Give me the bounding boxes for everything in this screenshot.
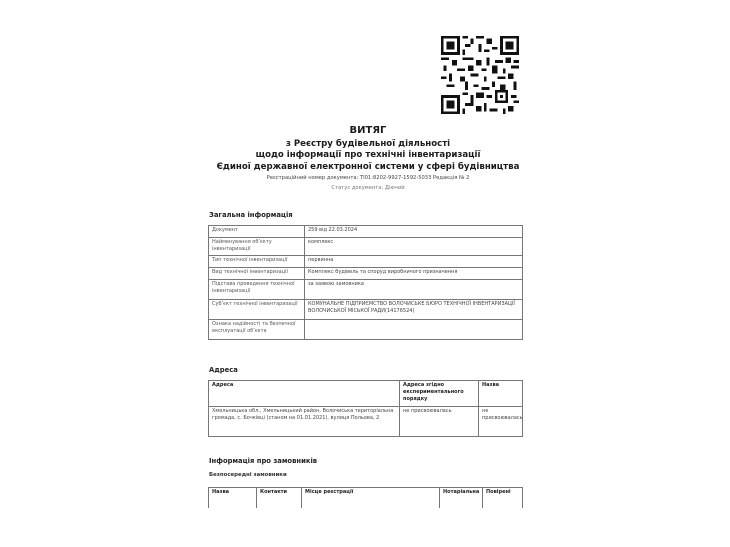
table-row	[209, 256, 523, 268]
table-header-row	[209, 488, 523, 508]
name-cell: не присвоювалась	[479, 407, 523, 437]
column-header: Місце реєстрації	[302, 488, 440, 508]
column-header: Адреса	[209, 381, 400, 407]
table-row	[209, 407, 523, 437]
general-info-table	[208, 225, 523, 340]
row-value: 259 від 22.03.2024	[305, 226, 523, 238]
column-header: Нотаріальна	[440, 488, 483, 508]
registration-number: Реєстраційний номер документа: ТІ01:8202-9927-1592-5033 Редакція № 2	[266, 175, 470, 181]
column-header: Назва	[209, 488, 257, 508]
column-header: Повірені	[483, 488, 523, 508]
document-status: Статус документа: Діючий	[331, 185, 405, 191]
experimental-address-cell: не присвоювалась	[400, 407, 479, 437]
table-row	[209, 268, 523, 280]
row-label: Найменування об’єкту інвентаризації	[209, 238, 305, 256]
column-header: Назва	[479, 381, 523, 407]
row-value: Комплекс будівель та споруд виробничого призначення	[305, 268, 523, 280]
row-label: Тип технічної інвентаризації	[209, 256, 305, 268]
table-row	[209, 280, 523, 300]
clients-table	[208, 487, 523, 508]
general-info-heading: Загальна інформація	[209, 211, 293, 219]
table-row	[209, 238, 523, 256]
row-value	[305, 320, 523, 340]
row-value: за заявою замовника	[305, 280, 523, 300]
row-label: Вид технічної інвентаризації	[209, 268, 305, 280]
document-title: ВИТЯГ	[349, 125, 387, 136]
address-table	[208, 380, 523, 437]
table-row	[209, 226, 523, 238]
address-heading: Адреса	[209, 366, 238, 374]
row-value: КОМУНАЛЬНЕ ПІДПРИЄМСТВО ВОЛОЧИСЬКЕ БЮРО ТЕХНІЧНОЇ ІНВЕНТАРИЗАЦІЇ ВОЛОЧИСЬКОЇ МІСЬКОЇ РАДИ(14176524)	[305, 300, 523, 320]
title-line-registry: з Реєстру будівельної діяльності	[285, 139, 451, 149]
title-line-inventory: щодо інформації про технічні інвентаризації	[255, 150, 481, 160]
table-row	[209, 300, 523, 320]
qr-code	[441, 36, 519, 114]
table-row	[209, 320, 523, 340]
column-header: Контакти	[257, 488, 302, 508]
row-value: комплекс	[305, 238, 523, 256]
row-label: Підстава проведення технічної інвентаризації	[209, 280, 305, 300]
row-label: Суб’єкт технічної інвентаризації	[209, 300, 305, 320]
clients-heading: Інформація про замовників	[209, 457, 318, 465]
row-label: Ознака надійності та безпечної експлуатації об’єкта	[209, 320, 305, 340]
row-value: первинна	[305, 256, 523, 268]
row-label: Документ	[209, 226, 305, 238]
column-header: Адреса згідно експериментального порядку	[400, 381, 479, 407]
address-cell: Хмельницька обл., Хмельницький район, Волочиська територіальна громада, с. Бочківці (станом на 01.01.2021), вулиця Польова, 2	[209, 407, 400, 437]
table-header-row	[209, 381, 523, 407]
title-line-system: Єдиної державної електронної системи у сфері будівництва	[216, 162, 520, 172]
direct-clients-subheading: Безпосередні замовники	[209, 472, 287, 478]
